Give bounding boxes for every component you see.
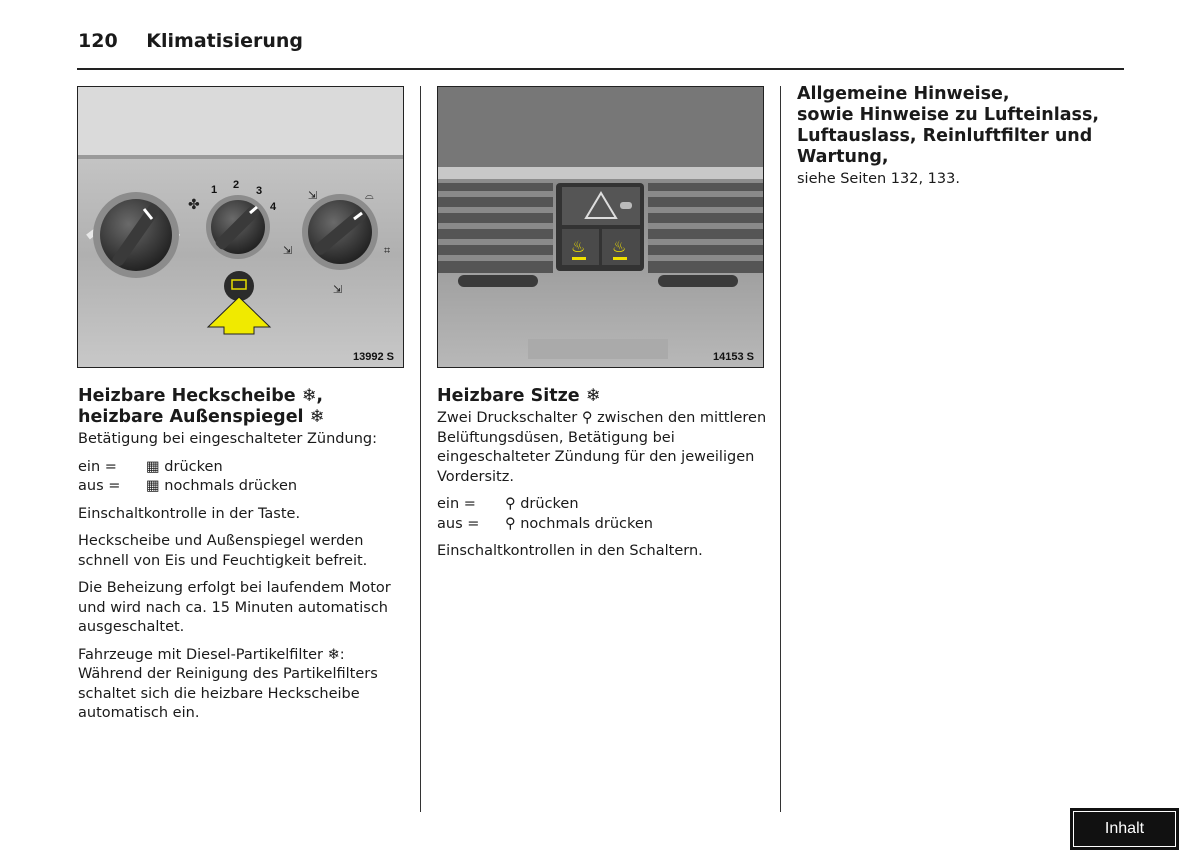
on-key: ein = — [437, 496, 476, 512]
svg-text:⇲: ⇲ — [283, 244, 293, 257]
contents-button[interactable]: Inhalt — [1070, 808, 1179, 850]
figure-code: 14153 S — [713, 351, 754, 363]
off-key: aus = — [78, 478, 121, 494]
fan-level-1: 1 — [211, 184, 218, 196]
left-vent — [438, 183, 553, 273]
paragraph: Einschaltkontrollen in den Schaltern. — [437, 543, 703, 559]
column-divider — [780, 86, 781, 812]
off-value: ⚲ nochmals drücken — [505, 515, 653, 532]
svg-text:⌗: ⌗ — [384, 244, 391, 257]
page-title: Klimatisierung — [146, 30, 303, 52]
figure-seat-heating — [437, 86, 764, 368]
on-off-list — [78, 458, 408, 497]
on-key: ein = — [78, 458, 117, 475]
on-value: ⚲ drücken — [505, 496, 579, 512]
svg-text:⇲: ⇲ — [333, 283, 343, 296]
section-heading: Heizbare Sitze ❄ — [437, 386, 601, 406]
column-heated-seats — [437, 386, 767, 570]
off-value: ▦ nochmals drücken — [146, 478, 298, 494]
left-knob — [93, 192, 179, 278]
intro-text: Betätigung bei eingeschalteter Zündung: — [78, 431, 377, 447]
column-general-notes — [797, 84, 1127, 198]
page-reference: siehe Seiten 132, 133. — [797, 171, 960, 187]
on-value: ▦ drücken — [146, 458, 223, 475]
svg-text:✤: ✤ — [188, 197, 200, 213]
seat-heater-left-icon: ♨ — [571, 237, 586, 256]
column-heated-rear-window — [78, 386, 408, 732]
svg-text:⇲: ⇲ — [308, 189, 318, 202]
off-key: aus = — [437, 515, 480, 532]
svg-text:⌓: ⌓ — [365, 189, 374, 202]
paragraph: Heckscheibe und Außenspiegel werden schnell von Eis und Feuchtigkeit befreit. — [78, 533, 368, 569]
paragraph: Einschaltkontrolle in der Taste. — [78, 505, 301, 522]
section-heading: Heizbare Heckscheibe ❄, heizbare Außenspiegel ❄ — [78, 386, 325, 427]
page-number: 120 — [78, 30, 118, 52]
paragraph: Zwei Druckschalter ⚲ zwischen den mittleren Belüftungsdüsen, Betätigung bei eingeschalteter Zündung für den jeweiligen Vordersitz. — [437, 410, 767, 485]
fan-level-4: 4 — [270, 201, 277, 213]
column-divider — [420, 86, 421, 812]
right-vent — [648, 183, 763, 273]
air-distribution-knob — [302, 194, 378, 270]
header-rule — [77, 68, 1124, 70]
paragraph: Die Beheizung erfolgt bei laufendem Motor und wird nach ca. 15 Minuten automatisch ausgeschaltet. — [78, 580, 391, 635]
fan-level-3: 3 — [256, 185, 263, 197]
figure-climate-controls — [77, 86, 404, 368]
section-heading: Allgemeine Hinweise, sowie Hinweise zu Lufteinlass, Luftauslass, Reinluftfilter und Wartung, — [797, 84, 1100, 167]
seat-heater-right-icon: ♨ — [612, 237, 627, 256]
figure-code: 13992 S — [353, 351, 394, 363]
paragraph: Fahrzeuge mit Diesel-Partikelfilter ❄: Während der Reinigung des Partikelfilters schaltet sich die heizbare Heckscheibe automatisch ein. — [78, 646, 378, 721]
fan-level-2: 2 — [233, 179, 240, 191]
on-off-list — [437, 495, 767, 534]
page-header — [78, 30, 303, 52]
